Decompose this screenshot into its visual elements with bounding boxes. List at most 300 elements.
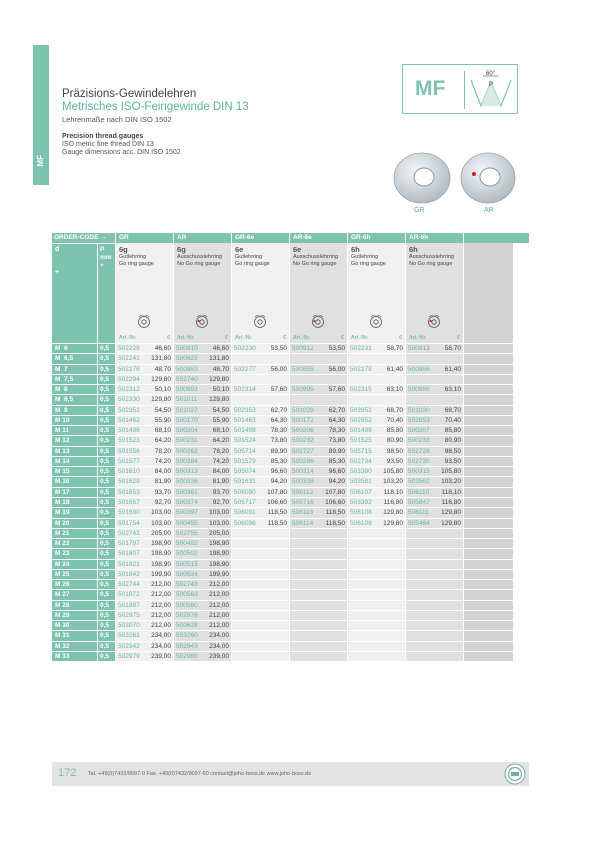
- price-cell: [231, 426, 289, 435]
- article-number: 501667: [118, 498, 140, 506]
- table-row: [52, 589, 529, 599]
- price-value: 205,00: [209, 529, 229, 537]
- price-cell: [231, 601, 289, 610]
- price-cell: [115, 590, 173, 599]
- art-eur-subheader: [115, 333, 173, 343]
- price-value: 80,90: [386, 437, 403, 445]
- price-value: 116,80: [383, 498, 403, 506]
- price-cell: [173, 375, 231, 384]
- price-cell: [231, 416, 289, 425]
- pitch-cell: 0,5: [97, 416, 115, 425]
- price-value: 239,00: [151, 652, 171, 660]
- price-value: 239,00: [209, 652, 229, 660]
- pitch-cell: 0,5: [97, 457, 115, 466]
- article-number: 500502: [176, 550, 198, 558]
- price-cell: [347, 426, 405, 435]
- price-cell: [405, 601, 463, 610]
- art-nr-label: Art.-Nr.: [409, 335, 427, 341]
- price-cell: [289, 601, 347, 610]
- pitch-label: P: [489, 82, 494, 88]
- price-value: 54,50: [154, 406, 171, 414]
- table-row: [52, 579, 529, 589]
- price-cell: [231, 549, 289, 558]
- price-value: 94,20: [270, 478, 287, 486]
- subtitle-de: Metrisches ISO-Feingewinde DIN 13: [62, 101, 249, 113]
- price-cell: [173, 498, 231, 507]
- thread-size-cell: M 7,5: [52, 375, 97, 384]
- price-value: 129,80: [151, 375, 171, 383]
- article-number: 500338: [292, 478, 314, 486]
- price-cell: [115, 642, 173, 651]
- price-cell: [405, 590, 463, 599]
- thread-size-cell: M 21: [52, 529, 97, 538]
- row-filler: [463, 539, 513, 548]
- pitch-cell: 0,5: [97, 580, 115, 589]
- price-value: 103,00: [209, 509, 229, 517]
- gauge-name-en: Go ring gauge: [119, 260, 154, 267]
- angle-label: 60°: [486, 71, 496, 77]
- article-number: 501027: [176, 406, 198, 414]
- price-cell: [289, 385, 347, 394]
- row-filler: [463, 457, 513, 466]
- price-value: 73,80: [270, 437, 287, 445]
- thread-size-cell: M 27: [52, 590, 97, 599]
- table-row: [52, 610, 529, 620]
- table-row: [52, 528, 529, 538]
- price-value: 212,00: [209, 591, 229, 599]
- sub-blank-p: [97, 333, 115, 343]
- pitch-cell: 0,5: [97, 406, 115, 415]
- price-value: 131,80: [209, 355, 229, 363]
- article-number: 502975: [118, 611, 140, 619]
- price-cell: [347, 580, 405, 589]
- article-number: 500996: [408, 386, 430, 394]
- price-cell: [405, 539, 463, 548]
- thread-size-cell: M 19: [52, 508, 97, 517]
- price-value: 55,90: [212, 416, 229, 424]
- price-value: 105,80: [383, 468, 403, 476]
- price-cell: [115, 652, 173, 661]
- price-cell: [173, 395, 231, 404]
- table-description-row: [52, 243, 529, 333]
- article-number: 505847: [408, 498, 430, 506]
- price-value: 107,80: [267, 488, 287, 496]
- article-number: 500170: [176, 416, 198, 424]
- price-cell: [173, 580, 231, 589]
- header-filler: [463, 233, 513, 243]
- table-row: [52, 353, 529, 363]
- article-number: 500995: [292, 386, 314, 394]
- article-number: 501887: [118, 601, 140, 609]
- price-value: 80,90: [444, 437, 461, 445]
- price-value: 56,00: [328, 365, 345, 373]
- price-cell: [347, 436, 405, 445]
- price-cell: [231, 365, 289, 374]
- table-row: [52, 487, 529, 497]
- nogo-ring-icon: [310, 315, 326, 329]
- price-value: 46,60: [212, 345, 229, 352]
- price-value: 53,50: [270, 345, 287, 352]
- price-value: 118,50: [267, 509, 287, 517]
- price-cell: [405, 375, 463, 384]
- gauge-name-en: Go ring gauge: [235, 260, 270, 267]
- price-value: 64,20: [154, 437, 171, 445]
- gauge-name-de: Ausschusslehrring: [177, 254, 222, 260]
- pitch-cell: 0,5: [97, 436, 115, 445]
- price-cell: [231, 488, 289, 497]
- price-cell: [347, 365, 405, 374]
- thread-size-cell: M 26: [52, 580, 97, 589]
- price-value: 212,00: [209, 601, 229, 609]
- price-value: 85,30: [328, 457, 345, 465]
- price-cell: [347, 498, 405, 507]
- table-row: [52, 641, 529, 651]
- price-value: 98,50: [386, 447, 403, 455]
- price-cell: [115, 436, 173, 445]
- price-value: 198,90: [209, 540, 229, 548]
- price-value: 73,80: [328, 437, 345, 445]
- article-number: 503380: [350, 468, 372, 476]
- price-value: 61,40: [386, 365, 403, 373]
- price-cell: [289, 488, 347, 497]
- price-cell: [289, 447, 347, 456]
- pitch-cell: 0,5: [97, 560, 115, 569]
- table-row: [52, 456, 529, 466]
- article-number: 501821: [118, 560, 140, 568]
- price-cell: [347, 642, 405, 651]
- article-number: 502230: [234, 345, 256, 352]
- article-number: 502853: [408, 416, 430, 424]
- price-cell: [115, 365, 173, 374]
- note-en: Gauge dimensions acc. DIN ISO 1502: [62, 149, 181, 156]
- pitch-cell: 0,5: [97, 631, 115, 640]
- article-number: 503951: [350, 406, 372, 414]
- price-value: 118,10: [441, 488, 461, 496]
- price-value: 234,00: [151, 632, 171, 640]
- row-filler: [463, 652, 513, 661]
- price-value: 96,60: [270, 468, 287, 476]
- price-value: 78,20: [154, 447, 171, 455]
- price-value: 93,70: [154, 488, 171, 496]
- price-cell: [347, 395, 405, 404]
- price-value: 85,80: [386, 427, 403, 435]
- price-cell: [405, 436, 463, 445]
- article-number: 500912: [292, 345, 314, 352]
- price-cell: [405, 457, 463, 466]
- col-p-plus: +: [100, 262, 104, 269]
- article-number: 501029: [292, 406, 314, 414]
- price-cell: [289, 375, 347, 384]
- article-number: 503070: [118, 622, 140, 630]
- table-row: [52, 394, 529, 404]
- price-cell: [289, 416, 347, 425]
- price-value: 129,80: [441, 509, 461, 517]
- col-d-label: d: [55, 246, 60, 253]
- price-cell: [405, 344, 463, 353]
- price-cell: [289, 611, 347, 620]
- price-value: 234,00: [209, 642, 229, 650]
- price-cell: [347, 467, 405, 476]
- table-row: [52, 466, 529, 476]
- price-value: 93,50: [386, 457, 403, 465]
- side-tab-text: MF: [36, 155, 45, 167]
- article-number: 505717: [234, 498, 256, 506]
- thread-size-cell: M 8,5: [52, 395, 97, 404]
- gauge-name-en: No Go ring gauge: [293, 260, 337, 267]
- price-cell: [405, 416, 463, 425]
- price-value: 212,00: [151, 611, 171, 619]
- thread-size-cell: M 16: [52, 477, 97, 486]
- row-filler: [463, 560, 513, 569]
- thread-type-box: [402, 64, 518, 114]
- price-cell: [405, 580, 463, 589]
- note-de: Lehrenmaße nach DIN ISO 1502: [62, 115, 172, 124]
- article-number: 506114: [292, 519, 314, 527]
- article-number: 501629: [118, 478, 140, 486]
- table-row: [52, 405, 529, 415]
- price-value: 64,30: [328, 416, 345, 424]
- price-cell: [231, 631, 289, 640]
- article-number: 500172: [292, 416, 314, 424]
- price-cell: [173, 457, 231, 466]
- price-cell: [115, 467, 173, 476]
- table-row: [52, 364, 529, 374]
- price-value: 62,70: [270, 406, 287, 414]
- article-number: 501498: [234, 427, 256, 435]
- article-number: 500231: [176, 437, 198, 445]
- article-number: 505464: [408, 519, 430, 527]
- row-filler: [463, 447, 513, 456]
- article-number: 502743: [176, 581, 198, 589]
- gauge-name-de: Ausschusslehrring: [409, 254, 454, 260]
- brand-logo-icon: [504, 763, 526, 785]
- article-number: 500922: [176, 355, 198, 363]
- table-row: [52, 548, 529, 558]
- price-cell: [173, 539, 231, 548]
- thread-size-cell: M 10: [52, 416, 97, 425]
- price-value: 56,00: [270, 365, 287, 373]
- table-row: [52, 569, 529, 579]
- price-cell: [115, 488, 173, 497]
- price-cell: [173, 549, 231, 558]
- group-description: [289, 243, 347, 333]
- price-cell: [347, 508, 405, 517]
- price-cell: [115, 385, 173, 394]
- price-cell: [289, 477, 347, 486]
- price-value: 212,00: [151, 591, 171, 599]
- article-number: 502943: [176, 642, 198, 650]
- price-value: 212,00: [151, 581, 171, 589]
- price-cell: [115, 580, 173, 589]
- price-value: 198,90: [151, 550, 171, 558]
- article-number: 502852: [350, 416, 372, 424]
- article-number: 500455: [176, 519, 198, 527]
- group-code-header: AR-6h: [405, 233, 463, 243]
- article-number: 501462: [118, 416, 140, 424]
- price-cell: [231, 580, 289, 589]
- price-cell: [115, 344, 173, 353]
- price-value: 81,90: [154, 478, 171, 486]
- price-cell: [289, 457, 347, 466]
- price-value: 48,70: [154, 365, 171, 373]
- price-value: 118,10: [383, 488, 403, 496]
- price-value: 68,70: [386, 406, 403, 414]
- price-cell: [115, 416, 173, 425]
- price-value: 94,20: [328, 478, 345, 486]
- price-value: 106,60: [267, 498, 287, 506]
- price-cell: [115, 477, 173, 486]
- price-cell: [347, 570, 405, 579]
- price-cell: [405, 611, 463, 620]
- price-value: 118,50: [267, 519, 287, 527]
- price-value: 74,20: [212, 457, 229, 465]
- article-number: 501463: [234, 416, 256, 424]
- price-cell: [173, 467, 231, 476]
- article-number: 500286: [292, 457, 314, 465]
- nogo-ring-caption: AR: [484, 207, 494, 214]
- article-number: 500233: [408, 437, 430, 445]
- price-value: 198,90: [151, 560, 171, 568]
- thread-size-cell: M 24: [52, 560, 97, 569]
- price-value: 70,40: [444, 416, 461, 424]
- article-number: 500580: [176, 601, 198, 609]
- col-p-header: [97, 243, 115, 333]
- price-cell: [115, 447, 173, 456]
- pitch-cell: 0,5: [97, 354, 115, 363]
- pitch-cell: 0,5: [97, 395, 115, 404]
- article-number: 505074: [234, 468, 256, 476]
- article-number: 506108: [350, 509, 372, 517]
- price-cell: [405, 570, 463, 579]
- price-value: 48,70: [212, 365, 229, 373]
- price-value: 46,60: [154, 345, 171, 352]
- article-number: 501523: [118, 437, 140, 445]
- article-number: 501807: [118, 550, 140, 558]
- price-cell: [347, 529, 405, 538]
- thread-size-cell: M 28: [52, 601, 97, 610]
- article-number: 502314: [234, 386, 256, 394]
- price-cell: [289, 395, 347, 404]
- price-cell: [405, 631, 463, 640]
- pitch-cell: 0,5: [97, 539, 115, 548]
- gauge-name-de: Gutlehrring: [351, 254, 379, 260]
- price-cell: [289, 519, 347, 528]
- row-filler: [463, 529, 513, 538]
- pitch-cell: 0,5: [97, 426, 115, 435]
- row-filler: [463, 375, 513, 384]
- price-cell: [115, 375, 173, 384]
- article-number: 500482: [176, 540, 198, 548]
- price-cell: [115, 457, 173, 466]
- price-value: 198,90: [209, 560, 229, 568]
- article-number: 502979: [118, 652, 140, 660]
- price-value: 50,10: [154, 386, 171, 394]
- group-description: [173, 243, 231, 333]
- table-row: [52, 476, 529, 486]
- price-cell: [173, 519, 231, 528]
- price-cell: [347, 385, 405, 394]
- price-value: 70,40: [386, 416, 403, 424]
- price-cell: [289, 652, 347, 661]
- pitch-cell: 0,5: [97, 590, 115, 599]
- price-cell: [289, 344, 347, 353]
- article-number: 500563: [176, 591, 198, 599]
- thread-size-cell: M 22: [52, 539, 97, 548]
- price-cell: [347, 375, 405, 384]
- thread-size-cell: M 14: [52, 457, 97, 466]
- price-cell: [405, 426, 463, 435]
- price-cell: [173, 436, 231, 445]
- pitch-cell: 0,5: [97, 570, 115, 579]
- pitch-cell: 0,5: [97, 508, 115, 517]
- article-number: 500397: [176, 509, 198, 517]
- article-number: 502312: [118, 386, 140, 394]
- pitch-cell: 0,5: [97, 488, 115, 497]
- price-cell: [289, 426, 347, 435]
- row-filler: [463, 519, 513, 528]
- table-subheader-row: [52, 333, 529, 343]
- go-ring-icon: [368, 315, 384, 329]
- price-cell: [231, 642, 289, 651]
- price-cell: [405, 365, 463, 374]
- price-cell: [173, 601, 231, 610]
- col-p-unit: mm: [100, 254, 112, 261]
- price-value: 50,10: [212, 386, 229, 394]
- nogo-ring-image: [456, 148, 520, 204]
- price-cell: [173, 590, 231, 599]
- price-value: 61,40: [444, 365, 461, 373]
- price-value: 92,70: [212, 498, 229, 506]
- row-filler: [463, 477, 513, 486]
- price-value: 199,90: [209, 570, 229, 578]
- price-cell: [231, 344, 289, 353]
- go-ring-image: [390, 148, 454, 204]
- table-row: [52, 630, 529, 640]
- price-value: 129,80: [383, 519, 403, 527]
- price-cell: [405, 385, 463, 394]
- price-cell: [173, 560, 231, 569]
- price-value: 96,60: [328, 468, 345, 476]
- price-cell: [405, 560, 463, 569]
- price-cell: [405, 529, 463, 538]
- price-value: 85,80: [444, 427, 461, 435]
- price-cell: [347, 416, 405, 425]
- price-cell: [173, 621, 231, 630]
- tolerance-class: 6g: [119, 245, 128, 254]
- article-number: 500534: [176, 570, 198, 578]
- tolerance-class: 6g: [177, 245, 186, 254]
- col-d-header: [52, 243, 97, 333]
- price-cell: [289, 498, 347, 507]
- article-number: 501797: [118, 540, 140, 548]
- row-filler: [463, 508, 513, 517]
- article-number: 501653: [118, 488, 140, 496]
- article-number: 500314: [292, 468, 314, 476]
- pitch-cell: 0,5: [97, 375, 115, 384]
- price-value: 89,90: [328, 447, 345, 455]
- article-number: 500207: [408, 427, 430, 435]
- price-cell: [289, 406, 347, 415]
- price-cell: [405, 652, 463, 661]
- pitch-cell: 0,5: [97, 652, 115, 661]
- article-number: 500956: [408, 365, 430, 373]
- tolerance-class: 6h: [351, 245, 360, 254]
- art-nr-label: Art.-Nr.: [177, 335, 195, 341]
- pitch-cell: 0,5: [97, 529, 115, 538]
- price-cell: [115, 498, 173, 507]
- article-number: 501496: [118, 427, 140, 435]
- article-number: 506091: [234, 509, 256, 517]
